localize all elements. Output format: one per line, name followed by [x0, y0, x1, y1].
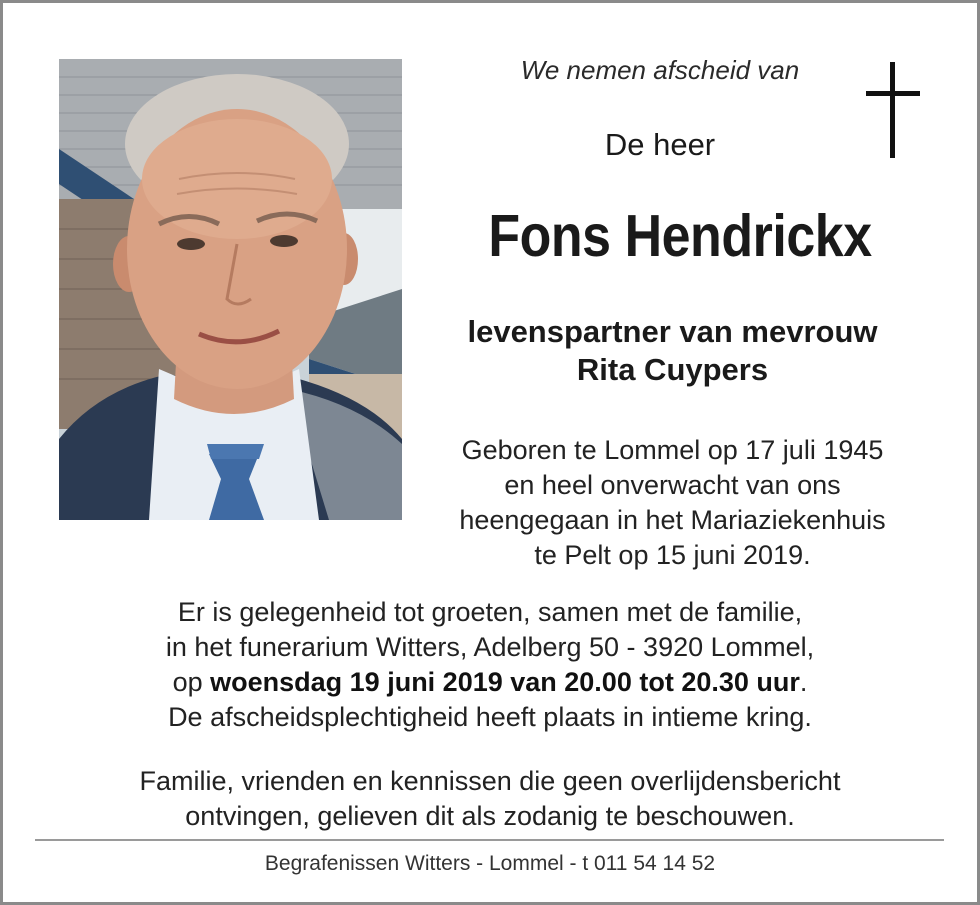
- deceased-name: Fons Hendrickx: [488, 203, 872, 269]
- salutation: De heer: [604, 127, 716, 162]
- portrait-photo: [59, 59, 402, 520]
- birth-line: te Pelt op 15 juni 2019.: [534, 540, 811, 570]
- birth-block: [410, 433, 935, 573]
- birth-line: en heel onverwacht van ons: [504, 470, 841, 500]
- notice-line: ontvingen, gelieven dit als zodanig te beschouwen.: [185, 801, 795, 831]
- visitation-block: [40, 595, 940, 735]
- divider: [35, 839, 944, 841]
- visitation-line: Er is gelegenheid tot groeten, samen met de familie,: [177, 597, 803, 627]
- partner-block: [410, 313, 935, 389]
- partner-name: Rita Cuypers: [576, 352, 769, 387]
- birth-line: heengegaan in het Mariaziekenhuis: [459, 505, 886, 535]
- visitation-date-line: [40, 665, 940, 700]
- visitation-suffix: .: [799, 667, 808, 697]
- notice-block: [40, 764, 940, 834]
- visitation-datetime: woensdag 19 juni 2019 van 20.00 tot 20.30 uur: [210, 667, 800, 697]
- birth-line: Geboren te Lommel op 17 juli 1945: [461, 435, 884, 465]
- cross-icon: [864, 62, 922, 158]
- footer-contact: Begrafenissen Witters - Lommel - t 011 54 14 52: [264, 852, 716, 875]
- visitation-line: De afscheidsplechtigheid heeft plaats in intieme kring.: [168, 702, 812, 732]
- partner-line: levenspartner van mevrouw: [467, 314, 878, 349]
- visitation-prefix: op: [172, 667, 211, 697]
- visitation-line: in het funerarium Witters, Adelberg 50 - 3920 Lommel,: [165, 632, 815, 662]
- notice-line: Familie, vrienden en kennissen die geen overlijdensbericht: [139, 766, 841, 796]
- intro-text: We nemen afscheid van: [520, 55, 800, 85]
